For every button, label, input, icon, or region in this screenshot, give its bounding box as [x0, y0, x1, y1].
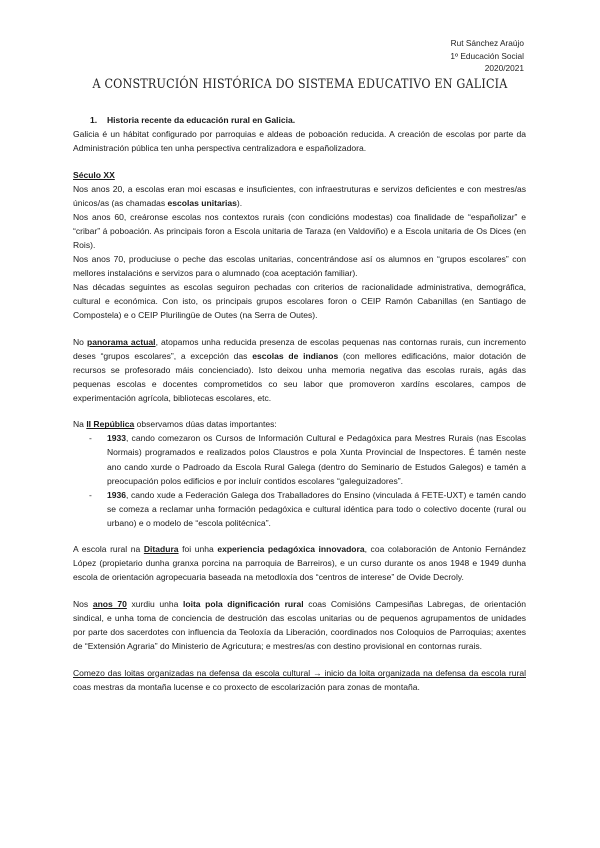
subsection-heading-seculo: Século XX — [73, 169, 115, 180]
document-body — [73, 113, 526, 694]
ditadura-term: Ditadura — [143, 544, 179, 555]
paragraph-anos-70: Nos anos 70, produciuse o peche das escolas unitarias, concentrándose así os alumnos en “grupos escolares” con mellores instalacións e servizos para o alumnado (coa aceptación familiar). — [73, 253, 526, 278]
document-title: A CONSTRUCIÓN HISTÓRICA DO SISTEMA EDUCATIVO EN GALICIA — [92, 77, 508, 92]
escolas-indianos-term: escolas de indianos — [252, 350, 339, 361]
panorama-actual-term: panorama actual — [86, 336, 156, 347]
dates-list — [73, 431, 526, 529]
republica-term: II República — [86, 419, 135, 430]
anos-70-term: anos 70 — [92, 598, 127, 609]
section-number: 1. — [90, 115, 98, 125]
list-item: - 1933, cando comezaron os Cursos de Información Cultural e Pedagóxica para Mestres Rurais (nas Escolas Normais) programados e realizados polos Claustros e pola Xunta Provincial de Inspectores. É tamén neste ano cando xurde o Padroado da Escola Rural Galega (dentro do Seminario de Estudos Galegos) e tamén a preocupación polos edificios e por incluír contidos escolares “galeguizadores”. — [89, 433, 526, 486]
paragraph-ditadura: A escola rural na Ditadura foi unha experiencia pedagóxica innovadora, coa colaboración de Antonio Fernández López (propietario dunha granxa porcina na parroquia de Barreiros), e un curso durante os anos 1948 e 1949 dunha escola de orientación agropecuaria baseada na metodloxía dos “centros de interese” de Ovide Decroly. — [73, 544, 526, 583]
document-header — [450, 37, 524, 75]
paragraph-closing: Comezo das loitas organizadas na defensa da escola cultural → inicio da loita organizada na defensa da escola rural coas mestras da montaña lucense e co proxecto de escolarización para zonas de montaña. — [73, 667, 526, 692]
paragraph-republica: Na II República observamos dúas datas importantes: — [73, 419, 277, 430]
experiencia-pedagoxica-term: experiencia pedagóxica innovadora — [217, 544, 365, 555]
section-title: Historia recente da educación rural en Galicia. — [107, 115, 296, 125]
paragraph-anos-20: Nos anos 20, a escolas eran moi escasas e insuficientes, con infraestruturas e servizos deficientes e con mestres/as únicos/as (as chamadas escolas unitarias). — [73, 183, 526, 208]
author-name: Rut Sánchez Araújo — [450, 38, 524, 48]
dash-bullet: - — [89, 489, 92, 500]
paragraph-anos-60: Nos anos 60, creáronse escolas nos contextos rurais (con condicións modestas) coa finalidade de “españolizar” e “cribar” á poboación. As principais foron a Escola unitaria de Taraza (en Valdoviño) e a Escola unitaria de Os Dices (en Rois). — [73, 211, 526, 250]
year-1933: 1933 — [107, 433, 127, 444]
closing-underlined-text: Comezo das loitas organizadas na defensa da escola cultural → inicio da loita organizada na defensa da escola rural — [73, 667, 526, 678]
academic-year: 2020/2021 — [484, 63, 524, 74]
paragraph-decadas-seguintes: Nas décadas seguintes as escolas seguiron pechadas con criterios de racionalidade administrativa, demográfica, cultural e económica. Con isto, os principais grupos escolares foron o CEIP Ramón Cabanillas (en Santiago de Compostela) e o CEIP Plurilingüe de Outes (na Serra de Outes). — [73, 282, 526, 321]
section-heading — [73, 113, 526, 127]
paragraph-anos-70-loita: Nos anos 70 xurdiu unha loita pola dignificación rural coas Comisións Campesiñas Labregas, de orientación sindical, e unha toma de conciencia de destrución das escolas unitarias ou de pequenos agrupamentos de unidades por parte dos sacerdotes con influencia da Teoloxía da Liberación, coordinados nos Coloquios de Parroquias; axentes de “Extensión Agraria” do Ministerio de Agricutura; e mestres/as con destino provisional en contornas rurais. — [73, 598, 527, 652]
paragraph-panorama-actual: No panorama actual, atopamos unha reducida presenza de escolas pequenas nas contornas rurais, cun incremento deses “grupos escolares”, a excepción das escolas de indianos (con mellores edificacións, maior dotación de recursos se profesorado máis concienciado). Isto deixou unha memoria negativa das escolas rurais, agás das pequenas escolas e docentes comprometidos co seu labor que promoveron xardíns escolares, campos de experimentación agrícola, bibliotecas escolares, etc. — [73, 336, 526, 403]
course-name: 1º Educación Social — [450, 50, 524, 61]
year-1936: 1936 — [107, 489, 127, 500]
escolas-unitarias-term: escolas unitarias — [167, 197, 237, 208]
intro-paragraph: Galicia é un hábitat configurado por parroquias e aldeas de poboación reducida. A creación de escolas por parte da Administración pública ten unha perspectiva centralizadora e españolizadora. — [73, 129, 526, 154]
loita-dignificacion-term: loita pola dignificación rural — [182, 598, 304, 609]
dash-bullet: - — [89, 433, 92, 444]
list-item: - 1936, cando xude a Federación Galega dos Traballadores do Ensino (vinculada á FETE-UXT) e tamén cando se comeza a reclamar unha formación pedagóxica e cultural idéntica para todo o colectivo docente (rural ou urbano) e o modelo de “escola politécnica”. — [89, 489, 526, 528]
